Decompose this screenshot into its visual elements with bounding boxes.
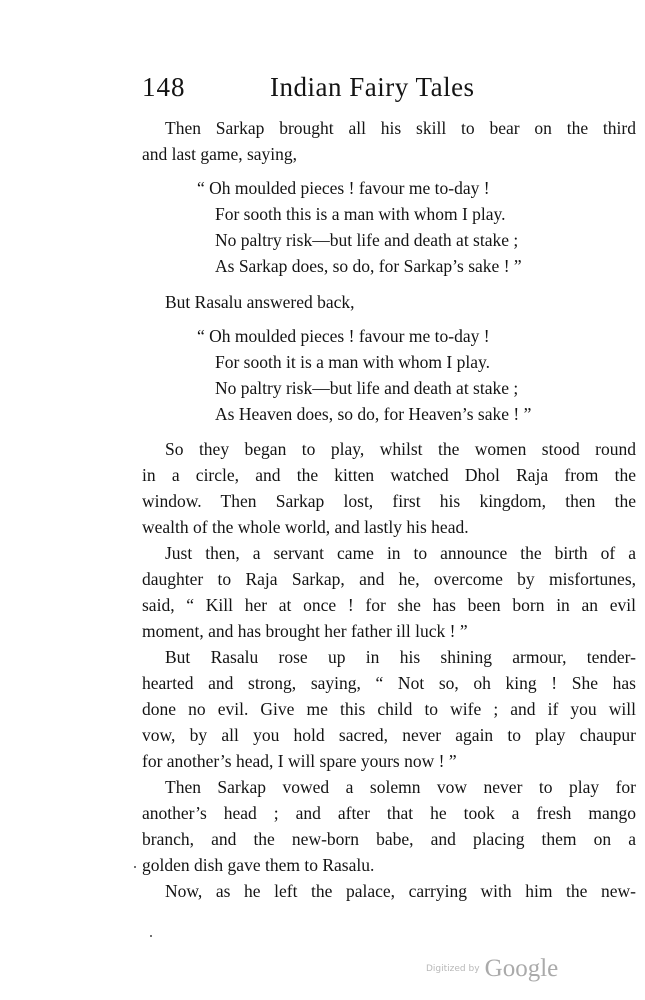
verse-line: No paltry risk—but life and death at stake ;: [215, 230, 519, 250]
running-title: Indian Fairy Tales: [270, 72, 475, 102]
speck-mark: [134, 866, 136, 868]
text-line: So they began to play, whilst the women stood round: [165, 439, 636, 459]
text-line: moment, and has brought her father ill luck ! ”: [142, 621, 468, 641]
text-line: Then Sarkap brought all his skill to bear on the third: [165, 118, 636, 138]
text-line: for another’s head, I will spare yours now ! ”: [142, 751, 457, 771]
text-line: But Rasalu rose up in his shining armour, tender-: [165, 647, 636, 667]
text-line: said, “ Kill her at once ! for she has been born in an evil: [142, 595, 636, 615]
verse-line: For sooth this is a man with whom I play.: [215, 204, 506, 224]
page-header: [142, 72, 502, 112]
text-line: in a circle, and the kitten watched Dhol Raja from the: [142, 465, 636, 485]
text-line: Then Sarkap vowed a solemn vow never to play for: [165, 777, 636, 797]
text-line: daughter to Raja Sarkap, and he, overcome by misfortunes,: [142, 569, 636, 589]
text-line: golden dish gave them to Rasalu.: [142, 855, 375, 875]
text-line: But Rasalu answered back,: [165, 292, 355, 312]
text-line: Now, as he left the palace, carrying with him the new-: [165, 881, 636, 901]
watermark-prefix: Digitized by: [426, 964, 480, 974]
speck-mark: [150, 935, 152, 937]
text-line: another’s head ; and after that he took a fresh mango: [142, 803, 636, 823]
verse-line: No paltry risk—but life and death at stake ;: [215, 378, 519, 398]
text-line: hearted and strong, saying, “ Not so, oh king ! She has: [142, 673, 636, 693]
text-line: and last game, saying,: [142, 144, 298, 164]
verse-line: “ Oh moulded pieces ! favour me to-day !: [197, 326, 490, 346]
text-line: branch, and the new-born babe, and placing them on a: [142, 829, 636, 849]
text-line: done no evil. Give me this child to wife ; and if you will: [142, 699, 636, 719]
text-line: vow, by all you hold sacred, never again to play chaupur: [142, 725, 636, 745]
page-number: 148: [142, 72, 186, 102]
watermark-logo: Google: [484, 955, 559, 982]
digitized-watermark: [426, 955, 558, 983]
verse-line: As Heaven does, so do, for Heaven’s sake ! ”: [215, 404, 532, 424]
verse-line: “ Oh moulded pieces ! favour me to-day !: [197, 178, 490, 198]
verse-line: As Sarkap does, so do, for Sarkap’s sake ! ”: [215, 256, 522, 276]
text-line: window. Then Sarkap lost, first his kingdom, then the: [142, 491, 636, 511]
text-line: Just then, a servant came in to announce the birth of a: [165, 543, 636, 563]
text-line: wealth of the whole world, and lastly his head.: [142, 517, 469, 537]
verse-line: For sooth it is a man with whom I play.: [215, 352, 490, 372]
